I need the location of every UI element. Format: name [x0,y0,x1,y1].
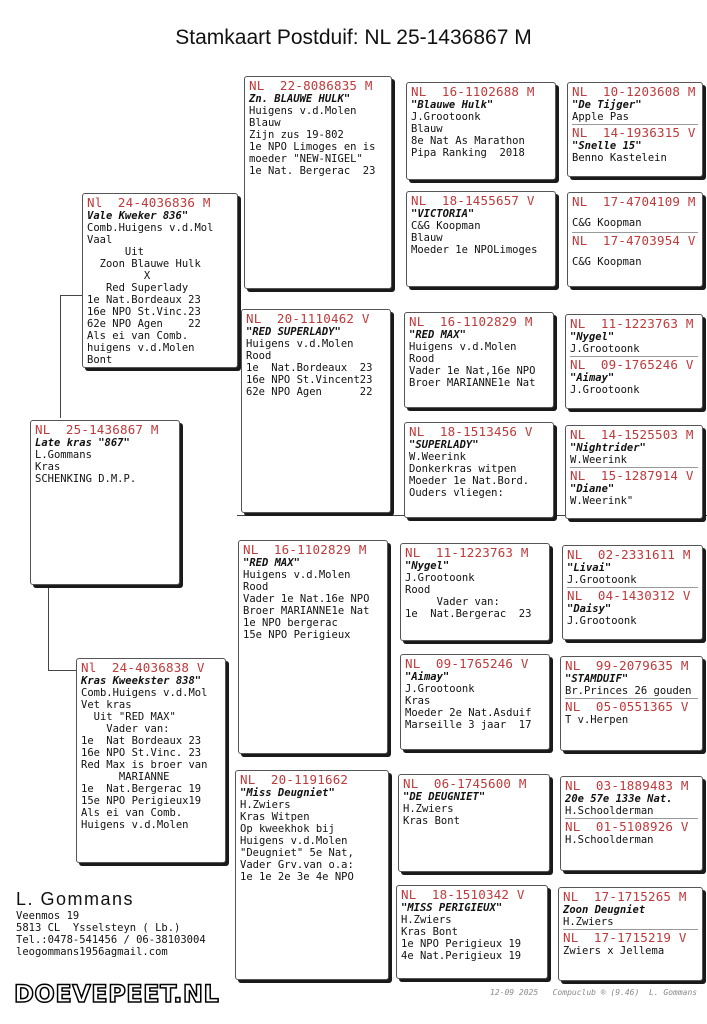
info-line: J.Grootoonk [567,574,637,586]
info-line: Als ei van Comb. [87,330,189,342]
ring-number: NL 99-2079635 M [565,658,689,673]
info-line: moeder "NEW-NIGEL" [249,153,363,165]
pigeon-name: 20e 57e 133e Nat. [565,793,673,805]
info-line: Rood [409,353,435,365]
info-line: Vader van: [81,723,170,735]
info-line: Broer MARIANNE1e Nat [243,605,370,617]
info-line: J.Grootoonk [405,572,475,584]
info-line: H.Zwiers [401,914,452,926]
owner-name: L. Gommans [16,889,135,909]
info-line: Moeder 2e Nat.Asduif [405,707,532,719]
owner-city: 5813 CL Ysselsteyn ( Lb.) [16,922,181,934]
page-title: Stamkaart Postduif: NL 25-1436867 M [175,26,532,49]
info-line: Huigens v.d.Molen [240,835,348,847]
pigeon-name: "RED MAX" [243,557,300,569]
g5-card-1 [567,82,703,177]
pigeon-name: "Nygel" [570,331,615,343]
ring-number: NL 15-1287914 V [570,468,694,483]
g5-card-3 [565,314,703,409]
ring-number: NL 18-1510342 V [401,887,525,902]
pigeon-name: "SUPERLADY" [409,439,479,451]
info-line: 1e 1e 2e 3e 4e NPO [240,871,354,883]
ring-number: NL 17-4703954 V [572,233,696,248]
info-line: Vader van: [405,596,500,608]
info-line: Blauw [411,123,443,135]
info-line: Blauw [249,117,281,129]
info-line: SCHENKING D.M.P. [35,473,137,485]
info-line: 1e Nat Bordeaux 23 [81,735,202,747]
info-line: Red Superlady [87,282,189,294]
info-line: 1e Nat.Bordeaux 23 [87,294,201,306]
info-line: L.Gommans [35,449,92,461]
ring-number: NL 16-1102688 M [411,84,535,99]
owner-block [16,888,206,958]
info-line: H.Zwiers [403,803,454,815]
info-line: 8e Nat As Marathon [411,135,525,147]
brand-watermark: DOEVEPEET.NL [14,980,220,1008]
pigeon-name: "Aimay" [405,671,450,683]
owner-phone: Tel.:0478-541456 / 06-38103004 [16,934,206,946]
info-line: 1e NPO Limoges en is [249,141,376,153]
info-line: C&G Koopman [572,256,642,268]
info-line: 16e NPO St.Vinc. 23 [81,747,202,759]
ring-number: NL 11-1223763 M [405,545,529,560]
info-line: Rood [246,350,272,362]
info-line: Als ei van Comb. [81,807,183,819]
ffm-card [406,191,556,287]
info-line: Kras [405,695,431,707]
info-line: Donkerkras witpen [409,463,517,475]
info-line: W.Weerink" [570,495,634,507]
connector-line [48,670,76,671]
ring-number: NL 16-1102829 M [409,314,533,329]
info-line: Comb.Huigens v.d.Mol [81,687,208,699]
pigeon-name: Kras Kweekster 838" [81,675,202,687]
info-line: C&G Koopman [572,217,642,229]
info-line: 16e NPO St.Vinc.23 [87,306,201,318]
ring-number: NL 09-1765246 V [570,357,694,372]
info-line: Br.Princes 26 gouden [565,685,692,697]
info-line: 1e Nat. Bergerac 23 [249,165,376,177]
info-line: H.Zwiers [563,916,614,928]
pigeon-name: "Diane" [570,483,615,495]
info-line: Uit [87,246,144,258]
g5-card-4 [565,425,703,519]
father-card [82,193,238,368]
pigeon-name: "MISS PERIGIEUX" [401,902,503,914]
info-line: 62e NPO Agen 22 [87,318,201,330]
info-line: 1e Nat.Bergerac 19 [81,783,202,795]
pigeon-name: "VICTORIA" [411,208,475,220]
pigeon-name: "STAMDUIF" [565,673,629,685]
info-line: 4e Nat.Perigieux 19 [401,950,522,962]
ring-number: NL 05-0551365 V [565,699,689,714]
info-line: Huigens v.d.Molen [243,569,351,581]
pigeon-name: "Nightrider" [570,442,646,454]
pigeon-name: "Blauwe Hulk" [411,99,494,111]
ring-number: NL 22-8086835 M [249,78,373,93]
info-line: Red Max is broer van [81,759,208,771]
info-line: Kras [35,461,61,473]
info-line: Vader Grv.van o.a: [240,859,354,871]
ring-number: NL 17-1715219 V [563,930,687,945]
g5-card-5 [562,545,703,640]
info-line: Comb.Huigens v.d.Mol [87,222,214,234]
ring-number: NL 06-1745600 M [403,776,527,791]
mfm-card [400,654,550,750]
fmf-card [404,312,554,408]
ring-number: Nl 24-4036836 M [87,195,211,210]
ring-number: NL 04-1430312 V [567,588,691,603]
pigeon-name: "RED SUPERLADY" [246,326,341,338]
g5-card-7 [560,776,703,871]
ring-number: NL 18-1455657 V [411,193,535,208]
info-line: Pipa Ranking 2018 [411,147,525,159]
info-line: W.Weerink [570,454,627,466]
info-line: Vet kras [81,699,132,711]
ff-card [244,76,392,289]
subject-card [30,420,180,585]
info-line: Vaal [87,234,113,246]
info-line: Blauw [411,232,443,244]
info-line: Vader 1e Nat.16e NPO [243,593,370,605]
info-line: Huigens v.d.Molen [249,105,357,117]
info-line: Apple Pas [572,111,629,123]
info-line: Broer MARIANNE1e Nat [409,377,536,389]
info-line: Huigens v.d.Molen [409,341,517,353]
info-line: Huigens v.d.Molen [246,338,354,350]
mmf-card [398,774,550,872]
info-line: H.Zwiers [240,799,291,811]
info-line: X [87,270,151,282]
mff-card [400,543,550,641]
ring-number: Nl 24-4036838 V [81,660,205,675]
mf-card [238,540,388,754]
info-line: Kras Witpen [240,811,310,823]
info-line: Zwiers x Jellema [563,945,665,957]
connector-line [48,585,49,670]
info-line: Moeder 1e Nat.Bord. [409,475,530,487]
info-line: Zijn zus 19-802 [249,129,344,141]
info-line: 62e NPO Agen 22 [246,386,373,398]
info-line: 1e Nat.Bergerac 23 [405,608,532,620]
footer-note: 12-09 2025 Compuclub ® (9.46) L. Gommans [490,988,698,997]
ring-number: NL 03-1889483 M [565,778,689,793]
pigeon-name: "De Tijger" [572,99,642,111]
info-line: Rood [405,584,431,596]
pigeon-name: Late kras "867" [35,437,130,449]
ring-number: NL 11-1223763 M [570,316,694,331]
info-line: Huigens v.d.Molen [81,819,189,831]
owner-email: leogommans1956agmail.com [16,946,168,958]
info-line: Moeder 1e NPOLimoges [411,244,538,256]
pigeon-name: "Daisy" [567,603,612,615]
mm-card [235,770,389,980]
ring-number: NL 14-1525503 M [570,427,694,442]
ring-number: NL 20-1191662 [240,772,349,787]
pigeon-name: "RED MAX" [409,329,466,341]
info-line: Op kweekhok bij [240,823,335,835]
info-line: J.Grootoonk [570,384,640,396]
info-line: huigens v.d.Molen [87,342,195,354]
info-line: 1e NPO bergerac [243,617,338,629]
info-line: J.Grootoonk [411,111,481,123]
info-line: 1e Nat.Bordeaux 23 [246,362,373,374]
info-line: Kras Bont [401,926,458,938]
pigeon-name: "Livai" [567,562,612,574]
info-line: MARIANNE [81,771,170,783]
ring-number: NL 17-1715265 M [563,889,687,904]
info-line: Kras Bont [403,815,460,827]
ring-number: NL 02-2331611 M [567,547,691,562]
fm-card [241,309,391,513]
g5-card-2 [567,192,703,287]
info-line: Ouders vliegen: [409,487,504,499]
ring-number: NL 16-1102829 M [243,542,367,557]
ring-number: NL 18-1513456 V [409,424,533,439]
pigeon-name: "DE DEUGNIET" [403,791,486,803]
mother-card [76,658,226,863]
pigeon-name: Zoon Deugniet [563,904,646,916]
g5-card-6 [560,656,703,751]
ring-number: NL 10-1203608 M [572,84,696,99]
info-line: 15e NPO Perigieux [243,629,351,641]
info-line: 16e NPO St.Vincent23 [246,374,373,386]
g5-card-8 [558,887,703,981]
pigeon-name: "Miss Deugniet" [240,787,335,799]
info-line: H.Schoolderman [565,834,654,846]
ring-number: NL 09-1765246 V [405,656,529,671]
fmm-card [404,422,554,518]
owner-street: Veenmos 19 [16,910,80,922]
info-line: Benno Kastelein [572,152,667,164]
info-line: J.Grootoonk [567,615,637,627]
mmm-card [396,885,548,979]
connector-line [60,295,61,418]
pigeon-name: "Snelle 15" [572,140,642,152]
ring-number: NL 01-5108926 V [565,819,689,834]
connector-line [60,295,82,296]
pigeon-name: "Aimay" [570,372,615,384]
info-line: Vader 1e Nat,16e NPO [409,365,536,377]
info-line: Bont [87,354,113,366]
info-line: J.Grootoonk [405,683,475,695]
info-line: Rood [243,581,269,593]
fff-card [406,82,556,180]
info-line: 1e NPO Perigieux 19 [401,938,522,950]
info-line: C&G Koopman [411,220,481,232]
pigeon-name: Zn. BLAUWE HULK" [249,93,351,105]
pigeon-name: Vale Kweker 836" [87,210,189,222]
info-line: H.Schoolderman [565,805,654,817]
info-line: J.Grootoonk [570,343,640,355]
ring-number: NL 25-1436867 M [35,422,159,437]
ring-number: NL 14-1936315 V [572,125,696,140]
info-line: T v.Herpen [565,714,629,726]
info-line: Zoon Blauwe Hulk [87,258,201,270]
info-line: 15e NPO Perigieux19 [81,795,202,807]
ring-number: NL 17-4704109 M [572,194,696,209]
ring-number: NL 20-1110462 V [246,311,370,326]
info-line: W.Weerink [409,451,466,463]
info-line: Uit "RED MAX" [81,711,176,723]
info-line: "Deugniet" 5e Nat, [240,847,354,859]
info-line: Marseille 3 jaar 17 [405,719,532,731]
pigeon-name: "Nygel" [405,560,450,572]
